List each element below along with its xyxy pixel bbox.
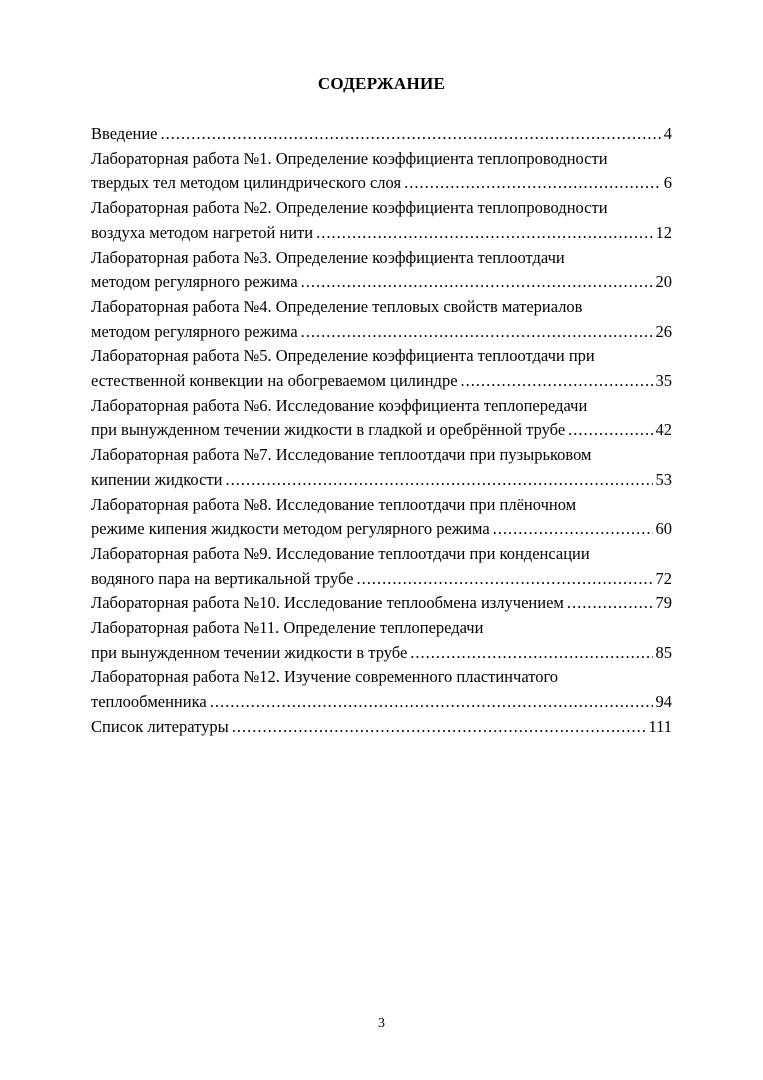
dot-leader — [404, 171, 661, 196]
toc-entry-title-line: кипении жидкости — [91, 469, 223, 489]
toc-entry-last-line — [91, 715, 672, 740]
toc-entry-title-line: теплообменника — [91, 692, 207, 712]
toc-entry-title-line: водяного пара на вертикальной трубе — [91, 568, 354, 588]
toc-entry-title-line: Введение — [91, 124, 158, 143]
toc-entry-page-number: 12 — [655, 222, 672, 242]
table-of-contents — [91, 122, 672, 740]
toc-entry-title-line: Лабораторная работа №10. Исследование теплообмена излучением — [91, 593, 564, 613]
toc-entry — [91, 443, 672, 492]
dot-leader — [161, 122, 661, 147]
toc-entry-title-line: Лабораторная работа №12. Изучение современного пластинчатого — [91, 667, 559, 687]
dot-leader — [356, 567, 652, 592]
toc-entry-page-number: 6 — [663, 173, 672, 193]
toc-entry-page-number: 111 — [648, 716, 672, 736]
toc-entry-title-line: Лабораторная работа №1. Определение коэффициента теплопроводности — [91, 148, 608, 168]
toc-entry-page-number: 35 — [655, 371, 672, 391]
toc-entry-title-line: методом регулярного режима — [91, 321, 298, 341]
toc-entry-title-line: Лабораторная работа №4. Определение тепловых свойств материалов — [91, 296, 583, 316]
toc-entry-title-line: твердых тел методом цилиндрического слоя — [91, 173, 402, 193]
toc-entry — [91, 394, 672, 443]
dot-leader — [493, 517, 653, 542]
toc-entry — [91, 122, 672, 147]
toc-entry — [91, 715, 672, 740]
dot-leader — [568, 418, 652, 443]
dot-leader — [232, 715, 646, 740]
toc-entry-title-line: Список литературы — [91, 716, 229, 736]
toc-entry-last-line — [91, 369, 672, 394]
dot-leader — [301, 320, 653, 345]
toc-entry-last-line — [91, 468, 672, 493]
toc-entry — [91, 493, 672, 542]
toc-entry-page-number: 79 — [655, 593, 672, 613]
dot-leader — [301, 270, 653, 295]
toc-entry-last-line — [91, 122, 672, 147]
toc-entry-page-number: 20 — [655, 272, 672, 292]
toc-entry-title-line: Лабораторная работа №9. Исследование теплоотдачи при конденсации — [91, 543, 590, 563]
toc-entry-last-line — [91, 221, 672, 246]
toc-entry — [91, 591, 672, 616]
toc-entry — [91, 542, 672, 591]
toc-entry — [91, 344, 672, 393]
toc-entry-last-line — [91, 567, 672, 592]
toc-entry-last-line — [91, 418, 672, 443]
toc-entry — [91, 665, 672, 714]
toc-entry-last-line — [91, 270, 672, 295]
page-title: СОДЕРЖАНИЕ — [317, 74, 446, 93]
toc-entry-page-number: 85 — [655, 642, 672, 662]
dot-leader — [567, 591, 653, 616]
toc-entry-title-line: Лабораторная работа №2. Определение коэффициента теплопроводности — [91, 198, 608, 218]
toc-entry-last-line — [91, 641, 672, 666]
toc-entry-page-number: 72 — [655, 568, 672, 588]
toc-entry-last-line — [91, 517, 672, 542]
toc-entry-page-number: 53 — [655, 469, 672, 489]
toc-entry-title-line: Лабораторная работа №7. Исследование теплоотдачи при пузырьковом — [91, 445, 592, 465]
toc-entry-page-number: 94 — [655, 692, 672, 712]
toc-entry-title-line: методом регулярного режима — [91, 272, 298, 292]
toc-entry-page-number: 42 — [655, 420, 672, 440]
toc-entry-title-line: при вынужденном течении жидкости в гладкой и оребрённой трубе — [91, 420, 566, 440]
toc-entry-page-number: 60 — [655, 519, 672, 539]
toc-entry — [91, 246, 672, 295]
toc-entry-title-line: Лабораторная работа №8. Исследование теплоотдачи при плёночном — [91, 494, 577, 514]
toc-entry-title-line: Лабораторная работа №11. Определение теплопередачи — [91, 618, 484, 638]
dot-leader — [410, 641, 652, 666]
dot-leader — [461, 369, 653, 394]
toc-entry — [91, 616, 672, 665]
toc-entry-last-line — [91, 171, 672, 196]
toc-entry-title-line: при вынужденном течении жидкости в трубе — [91, 642, 408, 662]
page-number: 3 — [378, 1016, 385, 1031]
toc-entry-last-line — [91, 320, 672, 345]
dot-leader — [316, 221, 652, 246]
toc-entry — [91, 147, 672, 196]
toc-entry — [91, 295, 672, 344]
dot-leader — [225, 468, 652, 493]
toc-entry-page-number: 4 — [663, 124, 672, 143]
dot-leader — [210, 690, 653, 715]
toc-entry-title-line: естественной конвекции на обогреваемом цилиндре — [91, 371, 458, 391]
toc-entry-last-line — [91, 690, 672, 715]
toc-entry-title-line: Лабораторная работа №5. Определение коэффициента теплоотдачи при — [91, 346, 595, 366]
toc-entry-title-line: воздуха методом нагретой нити — [91, 222, 314, 242]
toc-entry — [91, 196, 672, 245]
toc-entry-title-line: режиме кипения жидкости методом регулярного режима — [91, 519, 490, 539]
toc-entry-title-line: Лабораторная работа №6. Исследование коэффициента теплопередачи — [91, 395, 588, 415]
toc-entry-title-line: Лабораторная работа №3. Определение коэффициента теплоотдачи — [91, 247, 565, 267]
toc-entry-last-line — [91, 591, 672, 616]
toc-entry-page-number: 26 — [655, 321, 672, 341]
